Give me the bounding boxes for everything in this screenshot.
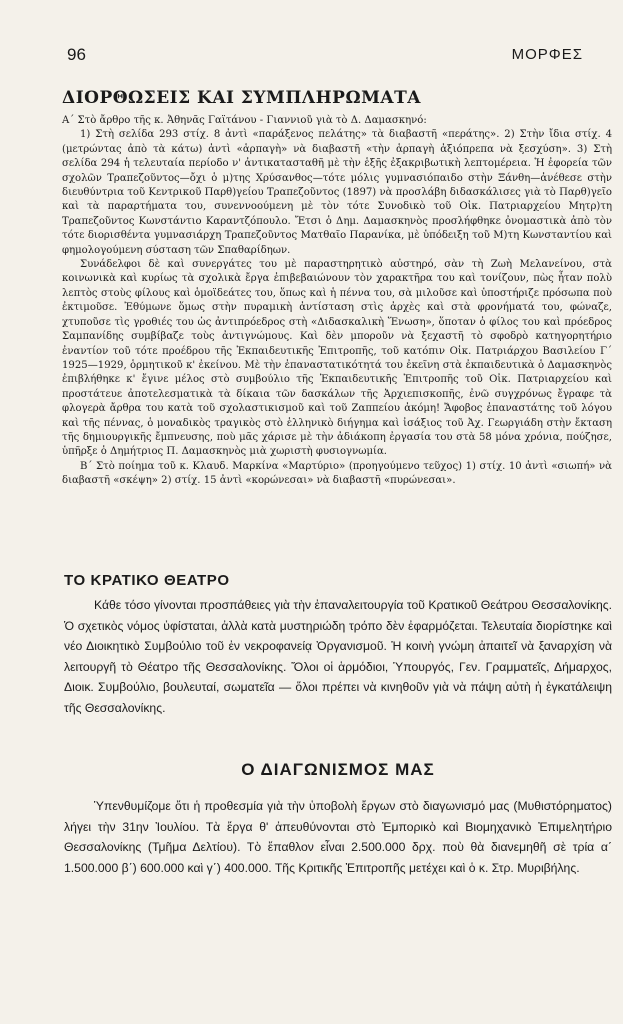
corrections-section — [62, 88, 612, 489]
corrections-paragraph: Β΄ Στὸ ποίημα τοῦ κ. Κλαυδ. Μαρκίνα «Μαρτύριο» (προηγούμενο τεῦχος) 1) στίχ. 10 ἀντὶ «σιωπή» νὰ διαβαστῆ «σκέψη» 2) στίχ. 15 ἀντὶ «κορώνεσαι» νὰ διαβαστῆ «πυρώνεσαι». — [62, 460, 612, 487]
theatre-section — [64, 572, 612, 719]
theatre-title: ΤΟ ΚΡΑΤΙΚΟ ΘΕΑΤΡΟ — [64, 572, 230, 589]
corrections-text — [62, 114, 612, 489]
corrections-paragraph: 1) Στὴ σελίδα 293 στίχ. 8 ἀντὶ «παράξενος πελάτης» τὰ διαβαστῆ «περάτης». 2) Στὴν ἴδια στίχ. 4 (μετρώντας ἀπὸ τὰ κάτω) ἀντὶ «ἁρπαγὴ» νὰ διαβαστῆ «τὴν ἁρπαγὴ ἀξιόπρεπα νὰ ξεσχύση». 3) Στὴ σελίδα 294 ἡ τελευταία περίοδο ν' ἀντικατασταθῆ μὲ τὴν ἑξῆς ἐξακριβωτικὴ λεπτομέρεια. Ἡ ἐφορεία τῶν σχολῶν Τραπεζοῦντος—ὄχι ὁ μ)της Χρύσανθος—τότε μόλις γυμνασιόπαιδο στὴν Ξάνθη—ἀνέθεσε στὴν διευθύντρια τοῦ Κεντρικοῦ Παρθ)γείου Τραπεζοῦντος (1897) νὰ προσλάβη διδασκάλισες γιὰ τὸ Παρθ)γεῖο καὶ τὰ παραρτήματα του, συνεννοούμενη μὲ τὸν τότε Συνοδικὸ τοῦ Οἰκ. Πατριαρχείου Μητρ)τη Τραπεζοῦντος Κωνστάντιο Καραντζόπουλο. Ἔτσι ὁ Δημ. Δαμασκηνὸς προσλήφθηκε ὀνομαστικὰ ἀπὸ τὸν τότε διορισθέντα γυμνασιάρχη Τραπεζοῦντος Ματθαῖο Παρανίκα, μὲ ὑπόδειξη τοῦ Μ)τη Κωνσταντίου καὶ φημολογούμενη σύσταση τῶν Σπαθαρίδηων. — [62, 129, 612, 256]
corrections-paragraph: Α΄ Στὸ ἄρθρο τῆς κ. Ἀθηνᾶς Γαϊτάνου - Γιαννιοῦ γιὰ τὸ Δ. Δαμασκηνό: — [62, 115, 427, 126]
corrections-paragraph: Συνάδελφοι δὲ καὶ συνεργάτες του μὲ παραστηρητικὸ αὐστηρό, σὰν τὴ Ζωὴ Μελανείνου, στὰ κοινωνικὰ καὶ κυρίως τὰ σχολικὰ ἔργα ἐπιβεβαιώνουν τὸν χαρακτῆρα του καὶ τονίζουν, πὼς ἦταν πολὺ λεπτὸς στοὺς φίλους καὶ ὁμοϊδεάτες του, ὅπως καὶ ἡ πέννα του, σὰ μιλοῦσε καὶ ὑποστήριζε πρόσωπα ποὺ ἐκτιμοῦσε. Ἐθύμωνε ὅμως στὴν πυραμικὴ ἀντίσταση στὶς ἀρχὲς καὶ στὰ φρονήματά του, φώναζε, χτυποῦσε τὶς γροθιές του ὡς ἀντιπρόεδρος στὴ «Διδασκαλικὴ Ἕνωση», ὅποταν ὁ φίλος του καὶ πρόεδρος Σαμπανίδης συμβίβαζε τοὺς ἀντιγνώμους. Καὶ δὲν μποροῦν νὰ ξεχαστῆ τὸ σφοδρὸ κατηγορητήριο ἐναντίον τοῦ τότε προέδρου τῆς Ἐκπαιδευτικῆς Ἐπιτροπῆς, τοῦ κατόπιν Οἰκ. Πατριάρχου Βασιλείου Γ΄ 1925—1929, ὁρμητικοῦ κ' ἐκείνου. Μὲ τὴν ἐπαναστατικότητά του ἐκεῖνη στὰ ἐκπαιδευτικὰ ὁ Δαμασκηνὸς ἐπιβλήθηκε κ' ἔγινε μέλος στὸ συμβούλιο τῆς Ἐκπαιδευτικῆς Ἐπιτροπῆς τοῦ Οἰκ. Πατριαρχείου καὶ προστάτευε ἀποτελεσματικὰ τὰ δίκαια τῶν δασκάλων τῆς Ἀρχιεπισκοπῆς, ἐνῶ συγχρόνως ἔγραφε τὰ φλογερὰ ἄρθρα του κατὰ τοῦ σχολαστικισμοῦ καὶ τοῦ Ζαππείου ἀκόμη! Ἄφοβος ἐπαναστάτης τοῦ λόγου καὶ τῆς πέννας, ὁ μοναδικὸς τραγικὸς στὸ ἑλληνικὸ διήγημα καὶ ἰσάξιος τοῦ Ἀχ. Γεωργιάδη στὴν ἔκταση τῆς δημιουργικῆς ἔμπνευσης, ποὺ μᾶς χάρισε μὲ τὴν ἀδιάκοπη ἐργασία του στὰ 58 μόνα χρόνια, πούζησε, ὑπῆρξε ὁ Δημήτριος Π. Δαμασκηνὸς μιὰ χωριστὴ φυσιογνωμία. — [62, 259, 612, 458]
theatre-body: Κάθε τόσο γίνονται προσπάθειες γιὰ τὴν ἐπαναλειτουργία τοῦ Κρατικοῦ Θεάτρου Θεσσαλονίκης. Ὁ σχετικὸς νόμος ὑφίσταται, ἀλλὰ κατὰ μυστηριώδη τρόπο δὲν ἐφαρμόζεται. Τελευταία διορίστηκε καὶ νέο Διοικητικὸ Συμβούλιο τοῦ ἐν νεκροφανείᾳ Ὀργανισμοῦ. Ἡ κοινὴ γνώμη ἀπαιτεῖ νὰ ξαναρχίση νὰ λειτουργῆ τὸ Θέατρο τῆς Θεσσαλονίκης. Ὅλοι οἱ ἁρμόδιοι, Ὑπουργός, Γεν. Γραμματεῖς, Δήμαρχος, Διοικ. Συμβούλιο, βουλευταί, σωματεῖα — ὅλοι πρέπει νὰ κινηθοῦν γιὰ νὰ πάψη αὐτὴ ἡ ἐγκατάλειψη τῆς Θεσσαλονίκης. — [64, 598, 612, 715]
running-head: ΜΟΡΦΕΣ — [511, 46, 583, 63]
corrections-title: ΔΙΟΡΘΩΣΕΙΣ ΚΑΙ ΣΥΜΠΛΗΡΩΜΑΤΑ — [62, 88, 421, 108]
competition-title: Ο ΔΙΑΓΩΝΙΣΜΟΣ ΜΑΣ — [241, 760, 435, 779]
page-number: 96 — [67, 45, 86, 64]
competition-section — [64, 760, 612, 878]
competition-body: Ὑπενθυμίζομε ὅτι ἡ προθεσμία γιὰ τὴν ὑποβολὴ ἔργων στὸ διαγωνισμό μας (Μυθιστόρηματος) λήγει τὴν 31ην Ἰουλίου. Τὰ ἔργα θ' ἀπευθύνονται στὸ Ἐμπορικὸ καὶ Βιομηχανικὸ Ἐπιμελητήριο Θεσσαλονίκης (Τμῆμα Δελτίου). Τὸ ἔπαθλον εἶναι 2.500.000 δρχ. ποὺ θὰ διανεμηθῆ σὲ τρία α΄ 1.500.000 β΄) 600.000 καὶ γ΄) 400.000. Τῆς Κριτικῆς Ἐπιτροπῆς μετέχει καὶ ὁ κ. Στρ. Μυριβήλης. — [64, 799, 612, 875]
